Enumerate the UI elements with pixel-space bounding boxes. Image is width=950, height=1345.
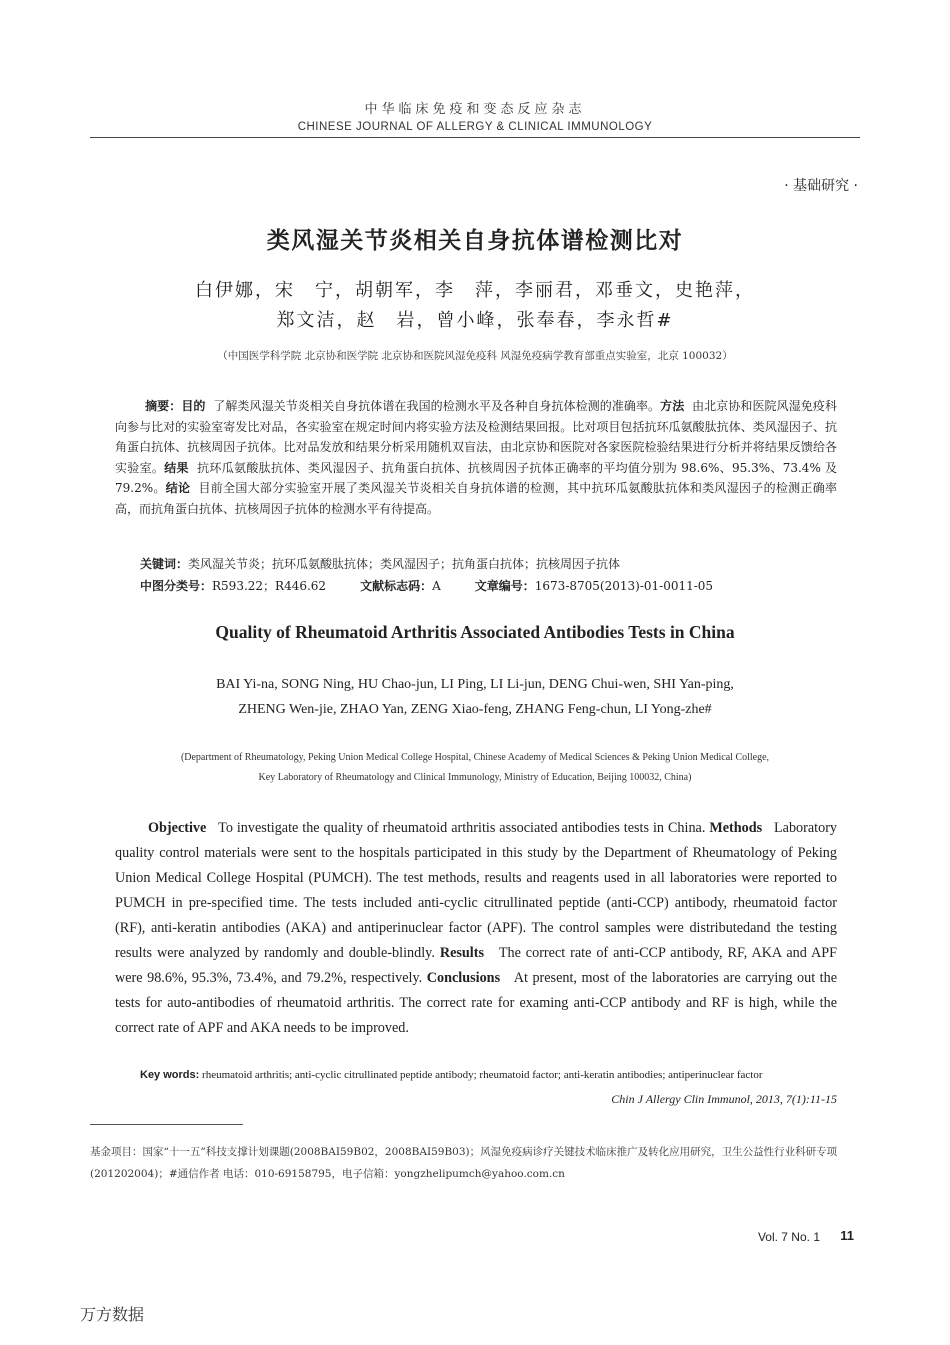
authors-en-line1: BAI Yi-na, SONG Ning, HU Chao-jun, LI Ping, LI Li-jun, DENG Chui-wen, SHI Yan-ping, xyxy=(216,677,734,692)
affiliation-en-line2: Key Laboratory of Rheumatology and Clinical Immunology, Ministry of Education, Beijing 100032, China) xyxy=(258,772,692,783)
results-text-cn: 抗环瓜氨酸肽抗体、类风湿因子、抗角蛋白抗体、抗核周因子抗体正确率的平均值分别为 98.6%、95.3%、73.4% 及 79.2%。 xyxy=(115,460,837,496)
header-divider xyxy=(90,137,860,138)
keywords-label-cn: 关键词： xyxy=(140,557,189,571)
results-label-en: Results xyxy=(439,945,484,961)
abstract-cn xyxy=(115,396,837,520)
keywords-cn xyxy=(140,555,620,572)
footer-volume: Vol. 7 No. 1 xyxy=(757,1230,820,1244)
abstract-label: 摘要： xyxy=(145,399,182,413)
results-text-en: The correct rate of anti-CCP antibody, RF, AKA and APF were 98.6%, 95.3%, 73.4%, and 79.2%, respectively. xyxy=(115,945,838,986)
objective-text-cn: 了解类风湿关节炎相关自身抗体谱在我国的检测水平及各种自身抗体检测的准确率。 xyxy=(213,399,661,413)
page-number: 11 xyxy=(840,1228,854,1243)
keywords-label-en: Key words: xyxy=(140,1069,200,1081)
clc-label: 中图分类号： xyxy=(140,579,213,593)
conclusions-label-en: Conclusions xyxy=(426,970,501,986)
methods-text-cn: 由北京协和医院风湿免疫科向参与比对的实验室寄发比对品，各实验室在规定时间内将实验方法及检测结果回报。比对项目包括抗环瓜氨酸肽抗体、类风湿因子、抗角蛋白抗体、抗核周因子抗体。比对品发放和结果分析采用随机双盲法，由北京协和医院对各家医院检验结果进行分析并将结果反馈给各实验室。 xyxy=(115,399,837,475)
footnote-divider xyxy=(90,1124,243,1125)
affiliation-cn: （中国医学科学院 北京协和医学院 北京协和医院风湿免疫科 风湿免疫病学教育部重点实验室，北京 100032） xyxy=(217,350,733,362)
keywords-text-en: rheumatoid arthritis; anti-cyclic citrullinated peptide antibody; rheumatoid factor; anti-keratin antibodies; antiperinuclear factor xyxy=(202,1069,763,1081)
results-label-cn: 结果 xyxy=(164,460,189,475)
objective-label-en: Objective xyxy=(148,820,207,836)
watermark: 万方数据 xyxy=(80,1305,145,1324)
methods-label-en: Methods xyxy=(709,820,763,836)
abstract-en xyxy=(115,816,837,1041)
authors-cn-line2: 郑文洁，赵 岩，曾小峰，张奉春，李永哲# xyxy=(276,310,674,331)
article-number-label: 文章编号： xyxy=(474,579,535,593)
objective-label-cn: 目的 xyxy=(181,399,206,413)
authors-en-line2: ZHENG Wen-jie, ZHAO Yan, ZENG Xiao-feng, ZHANG Feng-chun, LI Yong-zhe# xyxy=(238,702,712,717)
doc-code-value: A xyxy=(432,579,441,593)
objective-text-en: To investigate the quality of rheumatoid arthritis associated antibodies tests in China. xyxy=(218,820,706,836)
authors-cn-line1: 白伊娜，宋 宁，胡朝军，李 萍，李丽君，邓垂文，史艳萍， xyxy=(195,280,755,301)
citation: Chin J Allergy Clin Immunol, 2013, 7(1):11-15 xyxy=(611,1092,837,1106)
article-title-en: Quality of Rheumatoid Arthritis Associated Antibodies Tests in China xyxy=(215,622,735,642)
methods-text-en: Laboratory quality control materials were sent to the hospitals participated in this study by the Department of Rheumatology of Peking Union Medical College Hospital (PUMCH). The test methods, results and reagents used in all laboratories were reported to PUMCH in pre-specified time. The tests included anti-cyclic citrullinated peptide (anti-CCP) antibody, rheumatoid factor (RF), anti-keratin antibodies (AKA) and antiperinuclear factor (APF). The control samples were distributedand the testing results were analyzed by randomly and double-blindly. xyxy=(115,820,838,961)
journal-title-cn: 中华临床免疫和变态反应杂志 xyxy=(364,102,586,117)
affiliation-en-line1: (Department of Rheumatology, Peking Union Medical College Hospital, Chinese Academy of Medical Sciences & Peking Union Medical College, xyxy=(180,752,770,763)
journal-title-en: CHINESE JOURNAL OF ALLERGY & CLINICAL IMMUNOLOGY xyxy=(297,121,653,133)
doc-code-label: 文献标志码： xyxy=(360,579,433,593)
keywords-en xyxy=(140,1069,840,1081)
keywords-text-cn: 类风湿关节炎；抗环瓜氨酸肽抗体；类风湿因子；抗角蛋白抗体；抗核周因子抗体 xyxy=(188,557,621,571)
clc-value: R593.22；R446.62 xyxy=(212,579,327,593)
conclusions-label-cn: 结论 xyxy=(165,481,191,496)
section-tag: · 基础研究 · xyxy=(784,178,858,194)
article-number-value: 1673-8705(2013)-01-0011-05 xyxy=(534,579,714,593)
methods-label-cn: 方法 xyxy=(660,399,685,413)
article-title-cn: 类风湿关节炎相关自身抗体谱检测比对 xyxy=(266,228,684,254)
classification-cn xyxy=(140,577,713,594)
funding-footnote: 基金项目：国家“十一五”科技支撑计划课题(2008BAI59B02，2008BAI59B03)；风湿免疫病诊疗关键技术临床推广及转化应用研究，卫生公益性行业科研专项(201202004)；#通信作者 电话：010-69158795，电子信箱：yongzhelipumch@yahoo.com.cn xyxy=(90,1146,838,1180)
conclusions-text-en: At present, most of the laboratories are carrying out the tests for auto-antibodies of rheumatoid arthritis. The correct rate for examing anti-CCP antibody and RF is high, while the correct rate of APF and AKA needs to be improved. xyxy=(115,970,838,1036)
conclusions-text-cn: 目前全国大部分实验室开展了类风湿关节炎相关自身抗体谱的检测，其中抗环瓜氨酸肽抗体和类风湿因子的检测正确率高，而抗角蛋白抗体、抗核周因子抗体的检测水平有待提高。 xyxy=(115,481,837,516)
